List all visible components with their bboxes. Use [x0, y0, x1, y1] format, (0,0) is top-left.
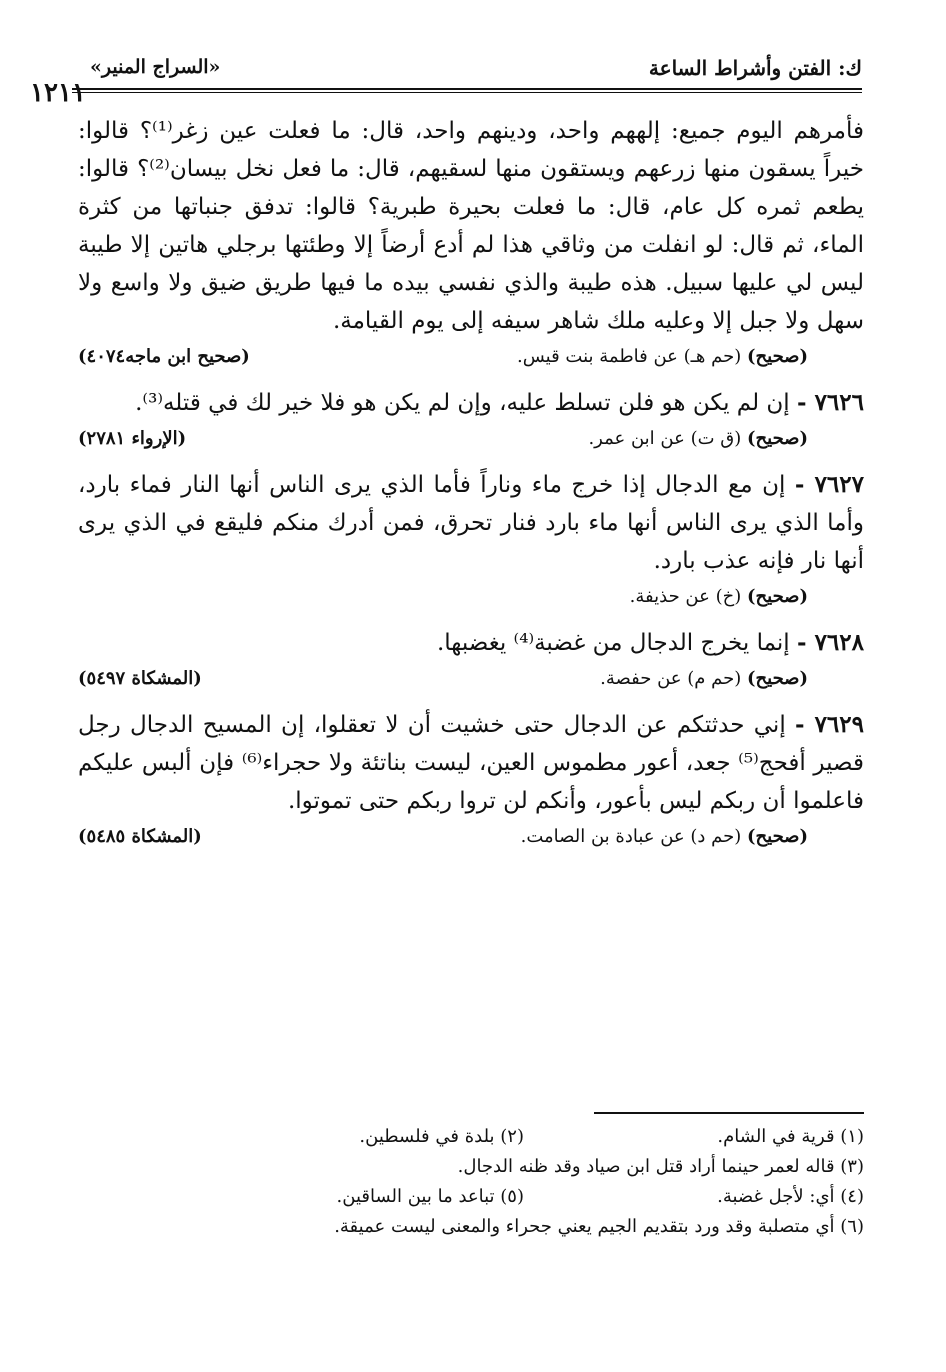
hadith-number: ٧٦٢٩ - [795, 711, 864, 738]
hadith-text [78, 112, 864, 340]
book-title: «السراج المنير» [90, 56, 221, 78]
hadith-source [78, 824, 864, 854]
footnote: (٦) أي متصلبة وقد ورد بتقديم الجيم يعني جحراء والمعنى ليست عميقة. [334, 1216, 864, 1237]
header-rule-thin [72, 92, 862, 93]
grade-label: (صحيح) [747, 346, 808, 367]
hadith-source [78, 666, 864, 696]
footnote-line [78, 1184, 864, 1214]
main-text [78, 112, 864, 864]
source-text: (حم م) عن حفصة. [600, 668, 742, 689]
hadith-text [78, 466, 864, 580]
footnote: (٢) بلدة في فلسطين. [359, 1126, 524, 1147]
hadith-body: فأمرهم اليوم جميع: إلههم واحد، ودينهم واحد، قال: ما فعلت عين زغر⁽¹⁾؟ قالوا: خيراً يسقون منها زرعهم ويستقون منها لسقيهم، قال: ما فعل نخل بيسان⁽²⁾؟ قالوا: يطعم ثمره كل عام، قال: ما فعلت بحيرة طبرية؟ قالوا: تدفق جنباتها من كثرة الماء، ثم قال: لو انفلت من وثاقي هذا لم أدع أرضاً إلا وطئتها برجلي هاتين إلا طيبة ليس لي عليها سبيل. هذه طيبة والذي نفسي بيده ما فيها طريق ضيق ولا واسع ولا سهل ولا جبل إلا وعليه ملك شاهر سيفه إلى يوم القيامة. [78, 118, 865, 334]
page-number: ١٢١١ [30, 78, 86, 108]
hadith-body: إنما يخرج الدجال من غضبة⁽⁴⁾ يغضبها. [436, 630, 790, 656]
page-header [90, 48, 862, 88]
source-text: (حم د) عن عبادة بن الصامت. [520, 826, 742, 847]
footnote: (٤) أي: لأجل غضبة. [717, 1186, 864, 1207]
grade-label: (صحيح) [747, 428, 808, 449]
hadith-number: ٧٦٢٦ - [797, 389, 864, 416]
hadith-body: إن لم يكن هو فلن تسلط عليه، وإن لم يكن هو فلا خير لك في قتله⁽³⁾. [135, 390, 790, 416]
footnote: (٣) قاله لعمر حينما أراد قتل ابن صياد وقد ظنه الدجال. [457, 1156, 864, 1177]
hadith-text [78, 384, 864, 422]
hadith-source [78, 584, 864, 614]
footnote-line [78, 1124, 864, 1154]
hadith-text [78, 624, 864, 662]
hadith-source [78, 344, 864, 374]
reference-text: (المشكاة ٥٤٨٥) [78, 826, 202, 847]
footnotes [78, 1124, 864, 1244]
source-text: (حم هـ) عن فاطمة بنت قيس. [517, 346, 742, 367]
header-rule [72, 88, 862, 90]
footnote: (٥) تباعد ما بين الساقين. [336, 1186, 524, 1207]
footnote-rule [594, 1112, 864, 1114]
reference-text: (صحيح ابن ماجه٤٠٧٤) [78, 346, 250, 367]
source-text: (ق ت) عن ابن عمر. [588, 428, 742, 449]
hadith-body: إن مع الدجال إذا خرج ماء وناراً فأما الذي يرى الناس أنها النار فماء بارد، وأما الذي يرى الناس أنها ماء بارد فنار تحرق، فمن أدرك منكم فليقع في الذي يرى أنها نار فإنه عذب بارد. [78, 472, 864, 574]
chapter-title: ك: الفتن وأشراط الساعة [648, 56, 862, 80]
footnote: (١) قرية في الشام. [717, 1126, 864, 1147]
grade-label: (صحيح) [747, 826, 808, 847]
reference-text: (الإرواء ٢٧٨١) [78, 428, 187, 449]
grade-label: (صحيح) [747, 668, 808, 689]
hadith-number: ٧٦٢٨ - [797, 629, 864, 656]
footnote-line [78, 1214, 864, 1244]
hadith-body: إني حدثتكم عن الدجال حتى خشيت أن لا تعقلوا، إن المسيح الدجال رجل قصير أفحج⁽⁵⁾ جعد، أعور مطموس العين، ليست بناتئة ولا حجراء⁽⁶⁾ فإن ألبس عليكم فاعلموا أن ربكم ليس بأعور، وأنكم لن تروا ربكم حتى تموتوا. [78, 712, 864, 814]
source-text: (خ) عن حذيفة. [629, 586, 742, 607]
reference-text: (المشكاة ٥٤٩٧) [78, 668, 202, 689]
footnote-line [78, 1154, 864, 1184]
hadith-text [78, 706, 864, 820]
hadith-number: ٧٦٢٧ - [794, 471, 864, 498]
grade-label: (صحيح) [747, 586, 808, 607]
hadith-source [78, 426, 864, 456]
